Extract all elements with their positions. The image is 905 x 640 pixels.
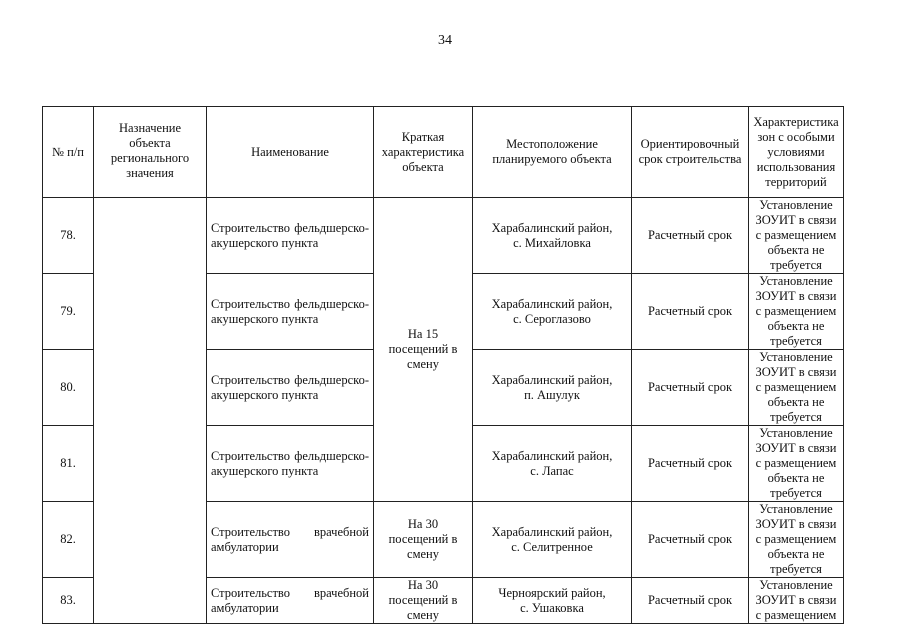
row-zone: Установление ЗОУИТ в связи с размещением объекта не требуется [749,350,844,426]
purpose-cell-merged [94,198,207,624]
row-characteristic: На 30 посещений в смену [374,578,473,624]
row-zone: Установление ЗОУИТ в связи с размещением объекта не требуется [749,274,844,350]
location-settlement: с. Селитренное [511,539,593,554]
row-name: Строительство врачебной амбулатории [207,502,374,578]
header-term: Ориентировочный срок строительства [632,107,749,198]
location-district: Харабалинский район, [491,372,613,387]
row-location [473,350,632,426]
header-name: Наименование [207,107,374,198]
header-characteristic: Краткая характеристика объекта [374,107,473,198]
header-purpose: Назначение объекта регионального значения [94,107,207,198]
row-name: Строительство фельдшерско-акушерского пункта [207,426,374,502]
row-characteristic: На 30 посещений в смену [374,502,473,578]
location-district: Харабалинский район, [491,524,613,539]
table-header-row [43,107,844,198]
row-location [473,198,632,274]
header-zone: Характеристика зон с особыми условиями использования территорий [749,107,844,198]
row-zone: Установление ЗОУИТ в связи с размещением объекта не требуется [749,502,844,578]
row-term: Расчетный срок [632,350,749,426]
row-num: 78. [43,198,94,274]
characteristic-merged: На 15 посещений в смену [374,198,473,502]
row-num: 80. [43,350,94,426]
header-location: Местоположение планируемого объекта [473,107,632,198]
location-district: Харабалинский район, [491,448,613,463]
row-name: Строительство фельдшерско-акушерского пункта [207,198,374,274]
location-settlement: с. Ушаковка [520,600,584,615]
row-term: Расчетный срок [632,502,749,578]
location-settlement: п. Ашулук [524,387,580,402]
regional-objects-table [42,106,844,624]
location-district: Черноярский район, [498,585,606,600]
row-num: 79. [43,274,94,350]
row-term: Расчетный срок [632,274,749,350]
row-term: Расчетный срок [632,578,749,624]
row-num: 81. [43,426,94,502]
row-zone: Установление ЗОУИТ в связи с размещением [749,578,844,624]
row-zone: Установление ЗОУИТ в связи с размещением объекта не требуется [749,198,844,274]
location-settlement: с. Сероглазово [513,311,591,326]
location-district: Харабалинский район, [491,220,613,235]
row-location [473,502,632,578]
row-location [473,426,632,502]
header-num: № п/п [43,107,94,198]
row-name: Строительство врачебной амбулатории [207,578,374,624]
page-number: 34 [438,33,452,48]
location-district: Харабалинский район, [491,296,613,311]
row-term: Расчетный срок [632,426,749,502]
location-settlement: с. Михайловка [513,235,591,250]
row-location [473,578,632,624]
row-location [473,274,632,350]
location-settlement: с. Лапас [530,463,574,478]
row-term: Расчетный срок [632,198,749,274]
row-num: 83. [43,578,94,624]
row-name: Строительство фельдшерско-акушерского пункта [207,274,374,350]
row-num: 82. [43,502,94,578]
table-row [43,198,844,274]
row-zone: Установление ЗОУИТ в связи с размещением объекта не требуется [749,426,844,502]
row-name: Строительство фельдшерско-акушерского пункта [207,350,374,426]
